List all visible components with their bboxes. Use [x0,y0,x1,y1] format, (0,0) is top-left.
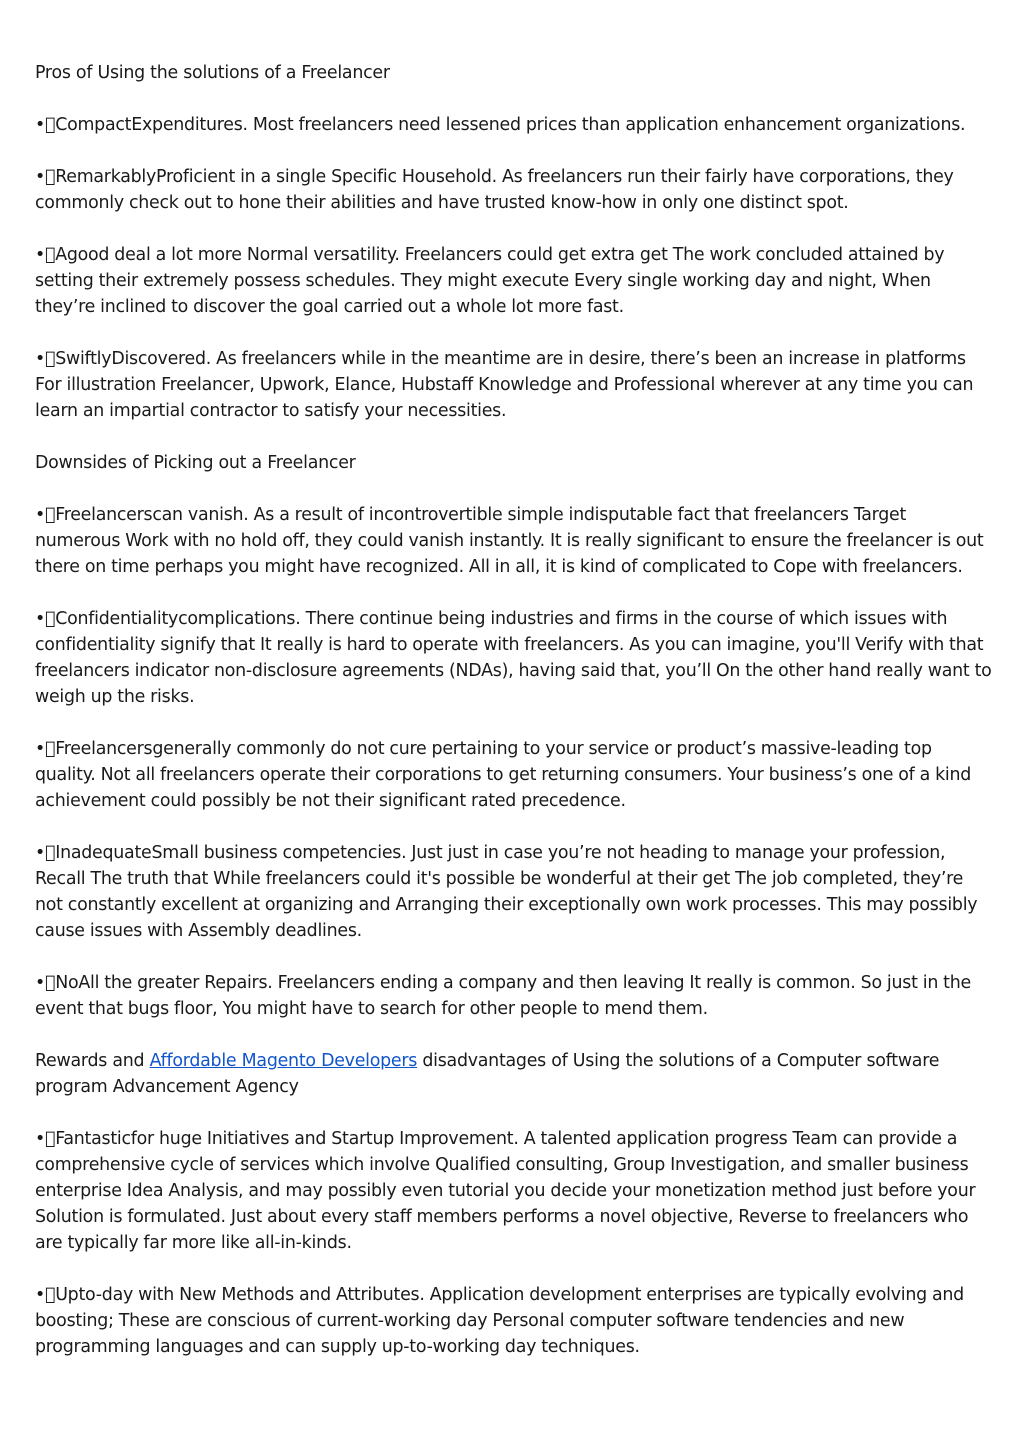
item-text: to-day with New Methods and Attributes. Application development enterprises are typically evolving and boosting; These are conscious of current-working day Personal computer software tendencies and new programming languages and can supply up-to-working day techniques. [35,1285,959,1357]
list-item [35,736,995,814]
item-lead: Inadequate [50,843,147,863]
item-text: for huge Initiatives and Startup Improvement. A talented application progress Team can provide a comprehensive cycle of services which involve Qualified consulting, Group Investigation, and smaller business enterprise Idea Analysis, and may possibly even tutorial you decide your monetization method just before your Solution is formulated. Just about every staff members performs a novel objective, Reverse to freelancers who are typically far more like all-in-kinds. [35,1129,976,1253]
item-lead: A [50,245,62,265]
heading-text-before: Rewards and [35,1051,150,1071]
bullet-icon: • [35,115,51,135]
bullet-icon: • [35,843,51,863]
list-item [35,1282,995,1360]
item-lead: Freelancers [50,505,148,525]
list-item [35,242,995,320]
list-item [35,112,995,138]
item-lead: Freelancers [50,739,148,759]
heading-text-after: disadvantages of Using the solutions of a Computer software program Advancement Agency [35,1051,940,1097]
bullet-icon: • [35,1285,51,1305]
item-lead: Fantastic [50,1129,126,1149]
bullet-icon: • [35,1129,51,1149]
bullet-icon: • [35,739,51,759]
item-lead: Up [50,1285,74,1305]
item-text: Discovered. As freelancers while in the meantime are in desire, there’s been an increase in platforms For illustration Freelancer, Upwork, Elance, Hubstaff Knowledge and Professional wherever at any time you can learn an impartial contractor to satisfy your necessities. [35,349,993,421]
bullet-icon: • [35,349,51,369]
item-lead: No [50,973,74,993]
item-lead: Compact [50,115,127,135]
item-text: can vanish. As a result of incontrovertible simple indisputable fact that freelancers Target numerous Work with no hold off, they could vanish instantly. It is really significant to ensure the freelancer is out there on time perhaps you might have recognized. All in all, it is kind of complicated to Cope with freelancers. [35,505,992,577]
item-text: Proficient in a single Specific Household. As freelancers run their fairly have corporations, they commonly check out to hone their abilities and have trusted know-how in only one distinct spot. [35,167,949,213]
item-text: generally commonly do not cure pertaining to your service or product’s massive-leading top quality. Not all freelancers operate their corporations to get returning consumers. Your business’s one of a kind achievement could possibly be not their significant rated precedence. [35,739,993,811]
document-page [35,60,995,1386]
item-lead: Confidentiality [50,609,173,629]
item-text: Expenditures. Most freelancers need lessened prices than application enhancement organizations. [126,115,961,135]
bullet-icon: • [35,167,51,187]
item-text: good deal a lot more Normal versatility. Freelancers could get extra get The work concluded attained by setting their extremely possess schedules. They might execute Every single working day and night, When they’re inclined to discover the goal carried out a whole lot more fast. [35,245,940,317]
bullet-icon: • [35,609,51,629]
list-item [35,606,995,710]
item-lead: Swiftly [50,349,107,369]
list-item [35,1126,995,1256]
item-text: Small business competencies. Just just in case you’re not heading to manage your profession, Recall The truth that While freelancers could it's possible be wonderful at their get The job completed, they’re not constantly excellent at organizing and Arranging their exceptionally own work processes. This may possibly cause issues with Assembly deadlines. [35,843,978,941]
item-lead: Remarkably [50,167,151,187]
bullet-icon: • [35,245,51,265]
bullet-icon: • [35,973,51,993]
affordable-magento-developers-link[interactable]: Affordable Magento Developers [149,1051,418,1071]
list-item [35,502,995,580]
item-text: complications. There continue being industries and firms in the course of which issues with confidentiality signify that It really is hard to operate with freelancers. As you can imagine, you'll Verify with that freelancers indicator non-disclosure agreements (NDAs), having said that, you’ll On the other hand really want to weigh up the risks. [35,609,992,707]
bullet-icon: • [35,505,51,525]
list-item [35,164,995,216]
section-heading-downsides: Downsides of Picking out a Freelancer [35,453,356,473]
list-item [35,346,995,424]
item-text: All the greater Repairs. Freelancers ending a company and then leaving It really is common. So just in the event that bugs floor, You might have to search for other people to mend them. [35,973,966,1019]
section-heading-agency [35,1048,995,1100]
section-heading-pros: Pros of Using the solutions of a Freelancer [35,63,390,83]
list-item [35,970,995,1022]
list-item [35,840,995,944]
